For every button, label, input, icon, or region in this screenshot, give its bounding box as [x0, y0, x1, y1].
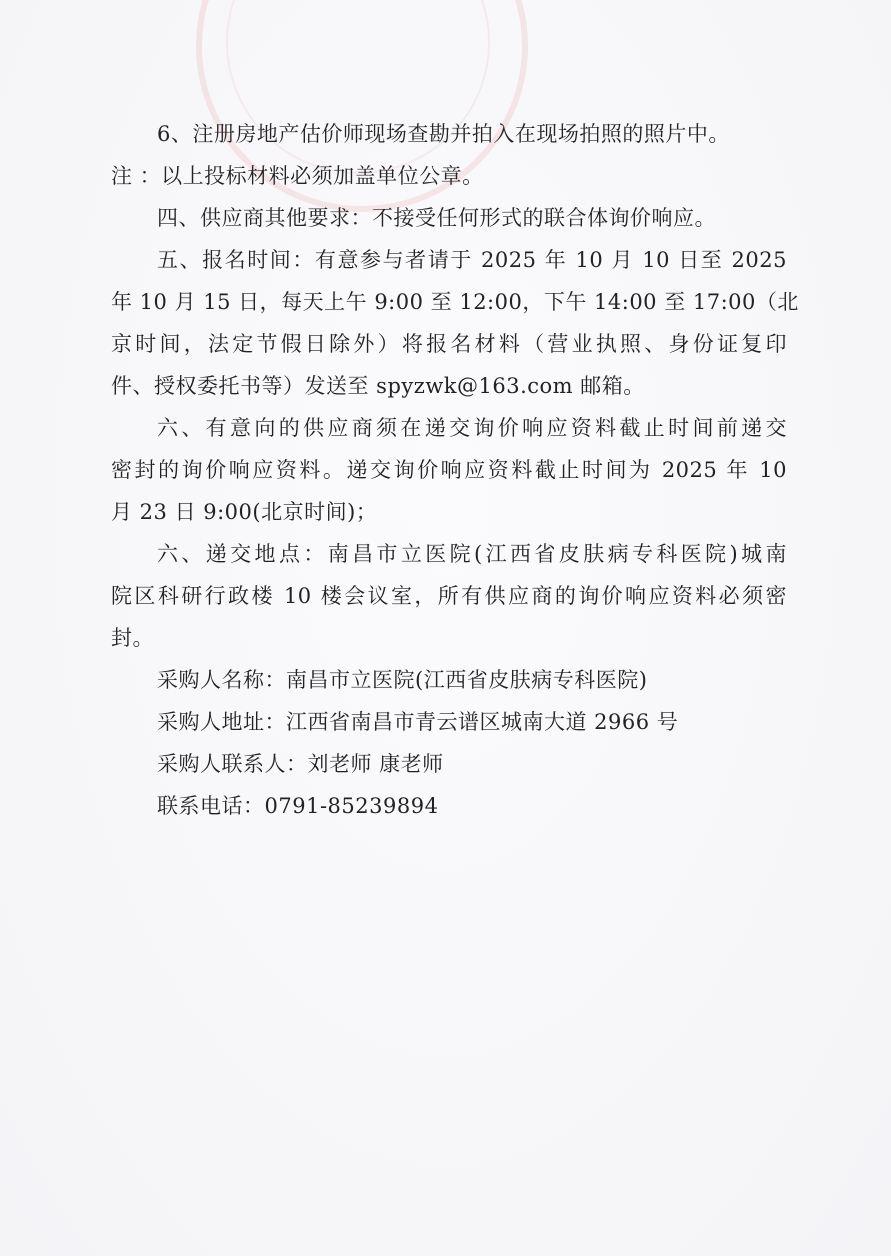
note-text: 注 ：以上投标材料必须加盖单位公章。 [111, 164, 484, 188]
item-6-text: 6、注册房地产估价师现场查勘并拍入在现场拍照的照片中。 [157, 122, 730, 146]
section-5-line-1: 五、报名时间：有意参与者请于 2025 年 10 月 10 日至 2025 [157, 248, 787, 272]
section-4-text: 四、供应商其他要求：不接受任何形式的联合体询价响应。 [157, 206, 716, 230]
section-6a-line-2: 密封的询价响应资料。递交询价响应资料截止时间为 2025 年 10 [111, 458, 787, 482]
contact-phone: 联系电话：0791-85239894 [157, 794, 439, 818]
section-6b-line-1: 六、递交地点：南昌市立医院(江西省皮肤病专科医院)城南 [157, 542, 787, 566]
section-6a-line-3: 月 23 日 9:00(北京时间)； [111, 500, 378, 524]
section-5-line-3: 京时间，法定节假日除外）将报名材料（营业执照、身份证复印 [111, 332, 787, 356]
purchaser-address: 采购人地址：江西省南昌市青云谱区城南大道 2966 号 [157, 710, 679, 734]
section-6b-line-2: 院区科研行政楼 10 楼会议室，所有供应商的询价响应资料必须密 [111, 584, 787, 608]
document-body [111, 113, 799, 827]
purchaser-name: 采购人名称：南昌市立医院(江西省皮肤病专科医院) [157, 668, 648, 692]
section-5-line-2: 年 10 月 15 日，每天上午 9:00 至 12:00，下午 14:00 至 17:00（北 [111, 290, 799, 314]
section-6a-line-1: 六、有意向的供应商须在递交询价响应资料截止时间前递交 [157, 416, 787, 440]
section-6b-line-3: 封。 [111, 626, 154, 650]
section-5-line-4: 件、授权委托书等）发送至 spyzwk@163.com 邮箱。 [111, 374, 645, 398]
purchaser-contact: 采购人联系人：刘老师 康老师 [157, 752, 444, 776]
